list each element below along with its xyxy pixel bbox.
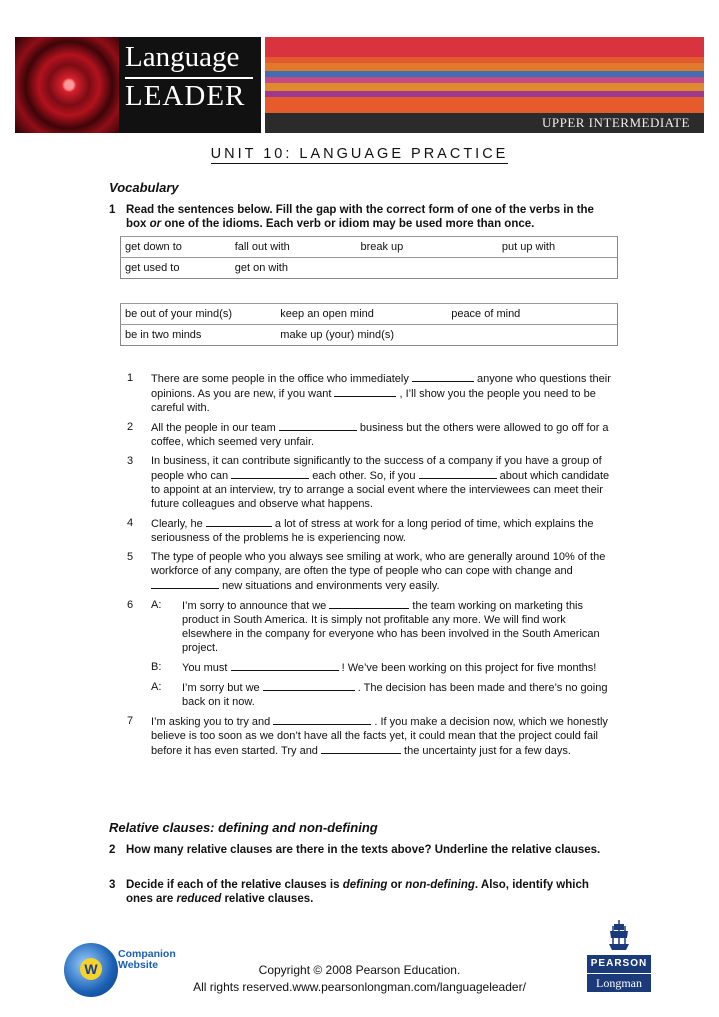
box-cell: be out of your mind(s) — [121, 304, 277, 325]
item-number: 5 — [127, 551, 134, 563]
box-cell — [447, 325, 617, 346]
pearson-longman-logo — [587, 918, 651, 994]
answer-gap — [263, 680, 355, 691]
longman-label: Longman — [587, 974, 651, 992]
item-text: business but the others were allowed to go off for a coffee, which seemed very unfair. — [151, 422, 609, 448]
answer-gap — [321, 743, 401, 754]
level-label: UPPER INTERMEDIATE — [265, 113, 704, 133]
exercise-item — [125, 714, 615, 758]
box-cell — [498, 258, 618, 279]
item-text: In business, it can contribute significantly to the success of a company if you have a group of people who can — [151, 455, 602, 482]
rights-line: All rights reserved.www.pearsonlongman.com/languageleader/ — [193, 980, 526, 994]
item-number: 4 — [127, 517, 134, 529]
item-number: 6 — [127, 599, 134, 611]
dialogue-line — [151, 660, 615, 675]
box-cell: get down to — [121, 237, 231, 258]
answer-gap — [279, 420, 357, 431]
answer-gap — [419, 468, 497, 479]
stripe — [265, 83, 704, 91]
question-2 — [109, 843, 606, 857]
item-number: 1 — [127, 372, 134, 384]
item-number: 2 — [127, 421, 134, 433]
item-number: 3 — [127, 455, 134, 467]
dialogue-line — [151, 598, 615, 655]
item-text: each other. So, if you — [312, 470, 419, 482]
logo-rule — [125, 77, 253, 79]
exercise-item — [125, 371, 615, 415]
item-text: I’m sorry but we — [182, 682, 263, 694]
verb-box — [120, 236, 618, 279]
idiom-box — [120, 303, 618, 346]
item-text: a lot of stress at work for a long period of time, which explains the seriousness of the problems he is experiencing now. — [151, 518, 594, 544]
box-cell: break up — [356, 237, 497, 258]
dialogue-line — [151, 680, 615, 709]
item-text: . The decision has been made and there’s no going back on it now. — [182, 682, 608, 708]
question-number: 1 — [109, 204, 116, 216]
item-text: . If you make a decision now, which we honestly believe is too soon as we don’t have all the facts yet, it could mean that the project could fail before it has even started. Try and — [151, 716, 608, 757]
box-cell: peace of mind — [447, 304, 617, 325]
answer-gap — [151, 578, 219, 589]
logo-line-2: LEADER — [125, 80, 246, 112]
exercise-item — [125, 454, 615, 511]
vocabulary-heading: Vocabulary — [109, 180, 179, 195]
box-cell: be in two minds — [121, 325, 277, 346]
question-3 — [109, 878, 606, 906]
item-text: , I’ll show you the people you need to be careful with. — [151, 388, 596, 414]
question-text: Read the sentences below. Fill the gap with the correct form of one of the verbs in the box or one of the idioms. Each verb or idiom may be used more than once. — [126, 204, 594, 230]
question-text: How many relative clauses are there in the texts above? Underline the relative clauses. — [126, 844, 601, 856]
exercise-item — [125, 516, 615, 545]
box-cell: get used to — [121, 258, 231, 279]
answer-gap — [206, 516, 272, 527]
box-row — [121, 237, 618, 258]
ship-icon — [607, 918, 631, 952]
box-cell: keep an open mind — [276, 304, 447, 325]
question-text: Decide if each of the relative clauses is defining or non-defining. Also, identify which ones are reduced relative clauses. — [126, 879, 589, 905]
question-number: 2 — [109, 844, 116, 856]
box-cell: make up (your) mind(s) — [276, 325, 447, 346]
box-cell — [356, 258, 497, 279]
item-text: anyone who questions their opinions. As you are new, if you want — [151, 373, 611, 400]
companion-w-badge: W — [80, 958, 102, 980]
item-text: ! We’ve been working on this project for five months! — [341, 662, 597, 674]
stripe — [265, 97, 704, 113]
exercise-item — [125, 420, 615, 449]
speaker-label: B: — [151, 661, 162, 673]
spiral-staircase-photo — [15, 37, 119, 133]
box-row — [121, 325, 618, 346]
stripe — [265, 63, 704, 71]
item-text: new situations and environments very easily. — [222, 580, 440, 592]
speaker-label: A: — [151, 599, 162, 611]
exercise-item — [125, 550, 615, 593]
question-1 — [109, 203, 606, 231]
item-text: about which candidate to appoint at an interview, try to arrange a social event where the interviewees can meet their future colleagues and observe what happens. — [151, 470, 610, 510]
item-text: I’m asking you to try and — [151, 716, 274, 728]
box-cell: get on with — [231, 258, 357, 279]
item-text: There are some people in the office who immediately — [151, 373, 412, 385]
stripe — [265, 37, 704, 57]
item-text: I’m sorry to announce that we — [182, 600, 330, 612]
language-leader-logo — [119, 37, 261, 133]
box-row — [121, 304, 618, 325]
pearson-label: PEARSON — [587, 955, 651, 973]
answer-gap — [231, 468, 309, 479]
color-stripes — [265, 37, 704, 113]
header-banner — [15, 37, 704, 133]
exercise-item-dialogue — [125, 598, 615, 709]
answer-gap — [334, 386, 396, 397]
box-cell: put up with — [498, 237, 618, 258]
item-text: Clearly, he — [151, 518, 206, 530]
box-cell: fall out with — [231, 237, 357, 258]
answer-gap — [231, 660, 339, 671]
relative-clauses-heading: Relative clauses: defining and non-defining — [109, 820, 378, 835]
page-title: UNIT 10: LANGUAGE PRACTICE — [210, 146, 509, 162]
box-row — [121, 258, 618, 279]
item-text: You must — [182, 662, 231, 674]
item-text: the uncertainty just for a few days. — [404, 745, 571, 757]
exercise-items — [125, 371, 615, 763]
item-text: All the people in our team — [151, 422, 279, 434]
answer-gap — [329, 598, 409, 609]
speaker-label: A: — [151, 681, 162, 693]
answer-gap — [412, 371, 474, 382]
item-number: 7 — [127, 715, 134, 727]
logo-line-1: Language — [125, 41, 240, 73]
question-number: 3 — [109, 879, 116, 891]
item-text: The type of people who you always see smiling at work, who are generally around 10% of the workforce of any company, are often the type of people who can cope with change and — [151, 551, 606, 577]
item-text: the team working on marketing this product in South America. It is simply not profitable any more. We will find work elsewhere in the company for everyone who has been involved in the South American project. — [182, 600, 600, 654]
answer-gap — [273, 714, 371, 725]
copyright-line: Copyright © 2008 Pearson Education. — [258, 963, 461, 977]
companion-website-text: Companion Website — [118, 948, 176, 971]
